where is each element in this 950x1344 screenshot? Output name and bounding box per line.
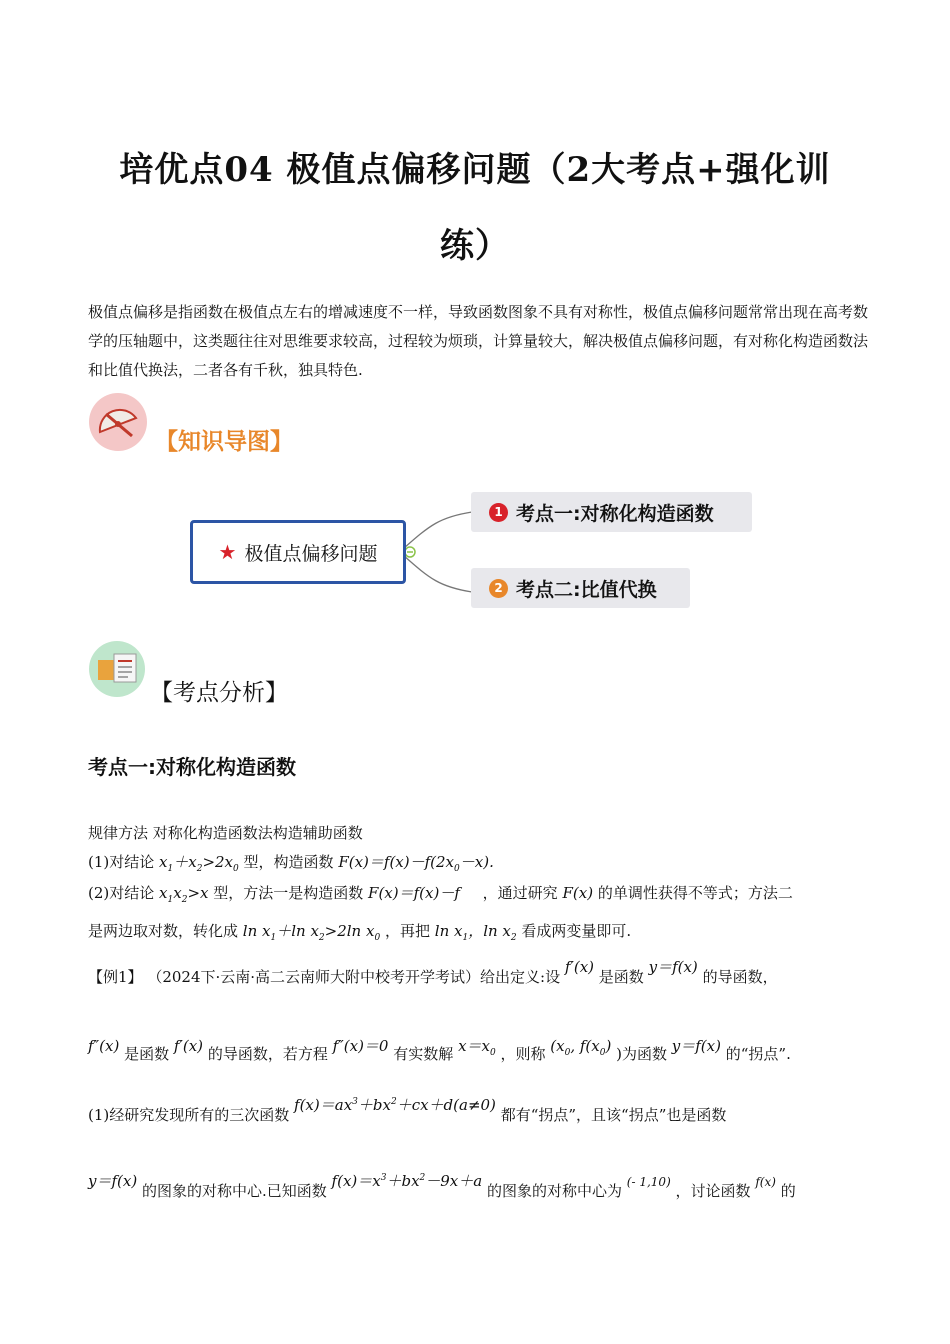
mindmap-node-1-label: 考点一:对称化构造函数 xyxy=(516,502,714,525)
example-t7: )为函数 xyxy=(616,1045,667,1063)
part1-mid: 都有“拐点”，且该“拐点”也是函数 xyxy=(500,1106,727,1124)
item1-formula: $x_1+x_2>2x_0$ xyxy=(159,853,239,874)
center-point: (- 1,10) xyxy=(626,1175,671,1189)
item1-line xyxy=(88,851,494,874)
item2-suffix: ，通过研究 xyxy=(482,884,558,902)
formula-given-cubic: $f(x)=x^3+bx^2-9x+a$ xyxy=(331,1172,483,1190)
intro-paragraph: 极值点偏移是指函数在极值点左右的增减速度不一样，导致函数图象不具有对称性，极值点偏移问题常常出现在高考数学的压轴题中，这类题往往对思维要求较高，过程较为烦琐，计算量较大，解决极值点偏移问题，有对称化构造函数法和比值代换法，二者各有千秋，独具特色. xyxy=(88,303,869,379)
example-t4: 的导函数，若方程 xyxy=(207,1045,328,1063)
example-t2: 的导函数， xyxy=(702,968,778,986)
page-title-line1: 培优点04 极值点偏移问题（2大考点+强化训 xyxy=(119,150,831,190)
example1-part1-line2 xyxy=(88,1172,796,1201)
formula-f-prime: f′(x) xyxy=(564,958,595,976)
item2-fx: F(x) xyxy=(562,884,594,902)
example-t3: 是函数 xyxy=(124,1045,170,1063)
item2-line2 xyxy=(88,920,631,943)
example-t5: 有实数解 xyxy=(393,1045,454,1063)
example-t6: ，则称 xyxy=(500,1045,546,1063)
section1-title: 考点一:对称化构造函数 xyxy=(88,755,296,779)
formula-y-fx-2: y＝f(x) xyxy=(671,1037,721,1055)
example-label: 【例1】 xyxy=(88,968,143,986)
page-title-line2: 练） xyxy=(440,226,510,266)
item1-function: $F(x)=f(x)-f(2x_0-x)$. xyxy=(338,853,494,874)
item1-prefix: (1)对结论 xyxy=(88,853,155,871)
example-t8: 的“拐点”. xyxy=(725,1045,791,1063)
mindmap-connectors xyxy=(400,505,480,605)
example-source: （2024下·云南·高二云南师大附中校考开学考试）给出定义:设 xyxy=(147,968,561,986)
part1-prefix: (1)经研究发现所有的三次函数 xyxy=(88,1106,290,1124)
part1-line2-c: ，讨论函数 xyxy=(675,1182,751,1200)
analysis-heading: 【考点分析】 xyxy=(150,680,288,706)
part1-line2-d: 的 xyxy=(780,1182,796,1200)
item2-mid: 型，方法一是构造函数 xyxy=(213,884,364,902)
formula-equation: f″(x)＝0 xyxy=(332,1037,389,1055)
item2-suffix2: 的单调性获得不等式；方法二 xyxy=(597,884,793,902)
knowledge-map-heading: 【知识导图】 xyxy=(155,429,293,455)
formula-y-fx: y＝f(x) xyxy=(648,958,698,976)
item2-line2-a: 是两边取对数，转化成 xyxy=(88,922,239,940)
example-t1: 是函数 xyxy=(598,968,644,986)
item2-formula: $x_1x_2>x$ xyxy=(159,884,209,905)
number-badge-1: 1 xyxy=(489,503,508,522)
mindmap-node-2-label: 考点二:比值代换 xyxy=(516,578,657,601)
star-icon: ★ xyxy=(218,540,237,564)
example1-line1 xyxy=(88,958,778,987)
mindmap-root-label: 极值点偏移问题 xyxy=(244,542,378,565)
example1-line2 xyxy=(88,1037,791,1066)
part1-line2: 的图象的对称中心.已知函数 xyxy=(141,1182,327,1200)
item2-prefix: (2)对结论 xyxy=(88,884,155,902)
part1-line2-b: 的图象的对称中心为 xyxy=(487,1182,623,1200)
document-icon xyxy=(88,640,146,698)
example1-part1-line1 xyxy=(88,1096,727,1125)
mindmap-root xyxy=(190,520,406,584)
mindmap-node-1 xyxy=(471,492,752,532)
item2-log-formula: $\ln x_1+\ln$ $x_2>2\ln$ $x_0$ xyxy=(242,922,381,943)
mindmap-node-2 xyxy=(471,568,690,608)
protractor-icon xyxy=(88,392,148,452)
formula-f-double-prime: f″(x) xyxy=(88,1037,120,1055)
item2-log-vars: $\ln x_1$，$\ln x_2$ xyxy=(434,922,517,943)
item1-mid: 型，构造函数 xyxy=(243,853,334,871)
item2-function: F(x)＝f(x)－f xyxy=(368,884,460,902)
formula-f-prime-2: f′(x) xyxy=(173,1037,204,1055)
formula-point: ($x_0$, $f(x_0)$ xyxy=(550,1037,612,1058)
method-line: 规律方法 对称化构造函数法构造辅助函数 xyxy=(88,824,363,842)
formula-x-x0: $x=x_0$ xyxy=(458,1037,496,1058)
item2-line2-c: 看成两变量即可. xyxy=(521,922,632,940)
number-badge-2: 2 xyxy=(489,579,508,598)
item2-line2-b: ，再把 xyxy=(384,922,430,940)
formula-cubic: $f(x)=ax^3+bx^2+cx+d(a\ne 0)$ xyxy=(294,1096,496,1114)
formula-y-fx-3: y＝f(x) xyxy=(88,1172,138,1190)
item2-line xyxy=(88,882,793,905)
formula-fx: f(x) xyxy=(755,1175,776,1189)
